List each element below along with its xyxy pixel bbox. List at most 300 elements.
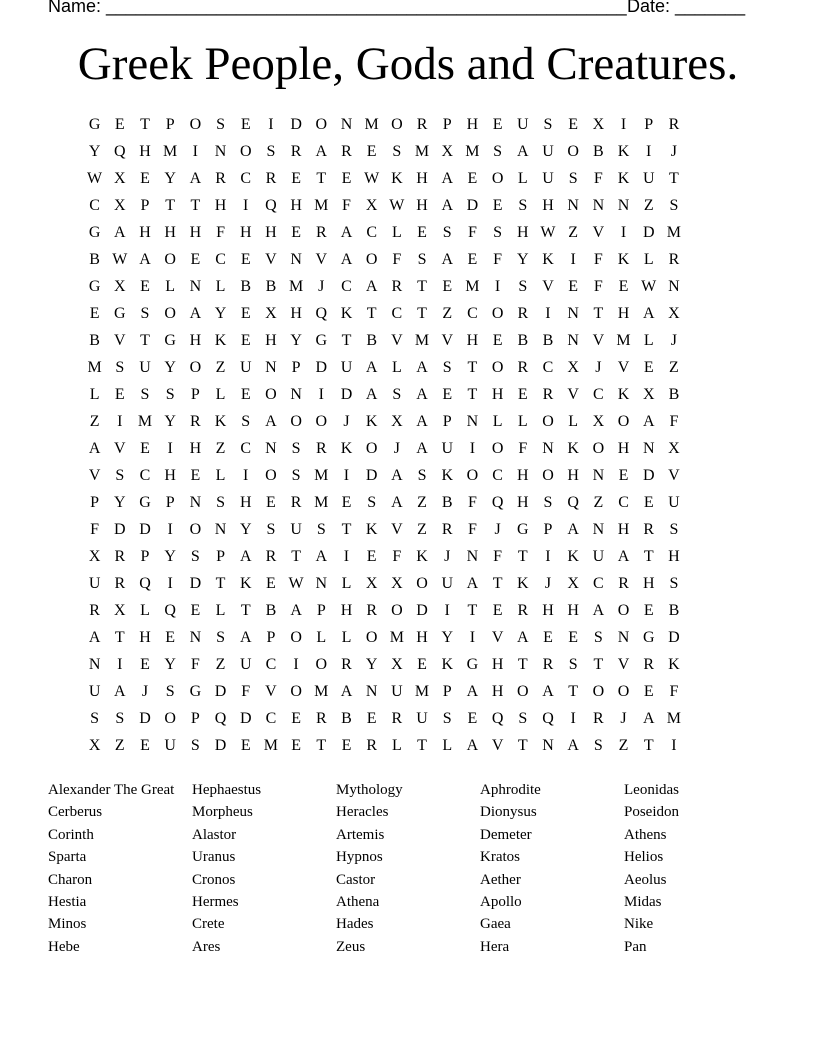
word-list-item: Athens [624,826,667,843]
grid-letter: U [290,521,302,538]
grid-letter: A [466,683,479,700]
grid-letter: M [666,710,682,727]
grid-letter: V [542,278,554,295]
grid-letter: T [669,170,679,187]
grid-letter: F [342,197,351,214]
grid-letter: H [239,494,252,511]
word-list-item: Crete [192,916,225,933]
grid-letter: V [592,224,605,241]
word-list-item: Demeter [480,826,532,843]
grid-letter: H [668,548,680,565]
grid-letter: M [163,143,178,160]
grid-letter: A [617,548,630,565]
grid-letter: E [366,143,377,160]
grid-letter: K [542,251,554,268]
grid-letter: T [190,197,201,214]
grid-letter: L [643,332,654,349]
grid-letter: F [593,170,603,187]
grid-letter: I [293,656,299,673]
grid-letter: X [391,575,403,592]
grid-letter: D [239,710,252,727]
grid-letter: G [88,278,101,295]
grid-letter: D [642,224,655,241]
grid-letter: I [117,413,123,430]
word-list-item: Morpheus [192,804,253,821]
grid-letter: N [617,629,630,646]
grid-letter: R [366,602,377,619]
grid-letter: H [617,440,630,457]
grid-letter: X [668,440,680,457]
grid-letter: T [568,683,579,700]
date-field-label: Date: _______ [627,0,746,16]
grid-letter: Z [669,359,679,376]
grid-letter: R [391,710,403,727]
grid-letter: U [340,359,353,376]
grid-letter: L [391,737,402,754]
grid-letter: S [216,494,225,511]
grid-letter: O [617,413,630,430]
grid-letter: J [444,548,451,565]
grid-letter: M [314,467,329,484]
grid-letter: M [137,413,153,430]
grid-letter: A [391,494,403,511]
grid-letter: A [466,737,479,754]
grid-letter: H [517,494,529,511]
grid-letter: W [288,575,304,592]
grid-letter: E [140,170,150,187]
grid-letter: U [416,710,428,727]
grid-letter: M [364,116,379,133]
grid-letter: E [492,116,503,133]
grid-letter: H [139,224,151,241]
grid-letter: T [517,548,528,565]
grid-letter: S [216,116,225,133]
grid-letter: Z [593,494,604,511]
grid-letter: N [668,278,680,295]
grid-letter: Y [239,521,252,538]
grid-letter: P [90,494,100,511]
grid-letter: I [167,440,173,457]
grid-letter: A [340,224,353,241]
grid-letter: X [391,656,403,673]
grid-letter: O [265,386,277,403]
word-list-item: Sparta [48,849,87,866]
grid-letter: K [391,170,403,187]
grid-letter: U [391,683,403,700]
grid-letter: D [642,467,655,484]
grid-letter: C [542,359,554,376]
name-field-label: Name: ____________________________________________________ [48,0,627,16]
grid-letter: M [314,683,329,700]
grid-letter: Y [441,629,453,646]
grid-letter: L [517,413,528,430]
grid-letter: Z [215,359,226,376]
grid-letter: R [215,170,226,187]
grid-letter: T [165,197,176,214]
grid-letter: R [416,116,428,133]
grid-letter: H [542,197,554,214]
grid-letter: G [315,332,328,349]
grid-row [82,519,742,546]
grid-letter: Z [643,197,654,214]
grid-letter: H [617,305,630,322]
grid-letter: H [189,224,202,241]
grid-letter: N [265,440,277,457]
grid-letter: G [164,332,176,349]
grid-row [82,600,742,627]
grid-letter: E [240,386,251,403]
grid-letter: E [517,386,528,403]
grid-letter: X [567,575,579,592]
grid-letter: I [192,143,198,160]
grid-letter: E [568,278,579,295]
grid-letter: Z [215,440,226,457]
grid-row [82,708,742,735]
grid-letter: B [366,332,377,349]
grid-letter: H [164,224,176,241]
grid-letter: F [467,494,477,511]
grid-letter: E [417,656,427,673]
grid-letter: F [669,413,679,430]
grid-letter: N [189,494,202,511]
grid-letter: Z [114,737,125,754]
word-list-item: Heracles [336,804,389,821]
grid-letter: P [165,494,175,511]
grid-letter: U [164,737,176,754]
grid-letter: K [441,656,453,673]
word-list-item: Corinth [48,826,94,843]
grid-letter: Q [265,197,277,214]
grid-letter: I [646,143,652,160]
grid-letter: A [340,251,353,268]
grid-letter: Q [315,305,328,322]
grid-letter: I [620,224,627,241]
grid-letter: P [316,602,326,619]
grid-letter: E [165,629,176,646]
grid-letter: A [642,710,655,727]
grid-letter: A [567,521,579,538]
grid-letter: E [140,656,150,673]
grid-letter: E [291,224,301,241]
grid-letter: O [239,143,252,160]
grid-letter: W [87,170,103,187]
grid-letter: E [240,737,251,754]
word-list-item: Hypnos [336,849,383,866]
grid-letter: O [517,683,529,700]
grid-letter: X [114,602,126,619]
grid-letter: I [318,386,324,403]
grid-letter: E [291,737,301,754]
grid-letter: E [140,278,150,295]
grid-letter: E [240,116,251,133]
grid-letter: S [442,359,452,376]
grid-letter: I [117,656,123,673]
grid-letter: X [114,197,126,214]
grid-letter: O [290,413,302,430]
grid-letter: O [315,413,328,430]
grid-letter: K [214,413,227,430]
grid-letter: T [467,386,478,403]
grid-letter: U [542,143,554,160]
word-list-item: Aeolus [624,871,667,888]
grid-letter: P [442,683,452,700]
grid-letter: A [466,575,479,592]
grid-letter: L [215,278,226,295]
grid-row [82,546,742,573]
word-list-item: Gaea [480,916,511,933]
grid-letter: R [517,602,529,619]
grid-letter: I [167,575,173,592]
grid-letter: S [518,197,528,214]
grid-letter: G [466,656,479,673]
grid-letter: K [214,332,227,349]
grid-letter: O [592,440,605,457]
grid-letter: O [391,602,403,619]
grid-letter: N [340,116,353,133]
grid-letter: R [391,278,403,295]
grid-letter: N [542,440,554,457]
grid-letter: C [215,251,226,268]
grid-letter: M [389,629,404,646]
grid-letter: I [469,629,476,646]
grid-letter: S [493,224,503,241]
grid-letter: C [492,467,503,484]
grid-letter: X [88,548,101,565]
grid-letter: O [542,467,554,484]
grid-letter: L [89,386,100,403]
grid-letter: R [668,116,680,133]
grid-letter: S [140,386,150,403]
grid-letter: U [88,575,101,592]
grid-letter: M [263,737,279,754]
word-list-item: Helios [624,849,664,866]
grid-letter: S [417,251,427,268]
grid-letter: W [540,224,556,241]
grid-letter: B [265,602,277,619]
grid-letter: B [441,494,453,511]
grid-letter: V [114,440,126,457]
grid-letter: A [542,683,554,700]
grid-letter: O [416,575,428,592]
grid-letter: L [316,629,327,646]
grid-letter: D [114,521,126,538]
grid-letter: H [265,224,277,241]
word-list-item: Nike [624,916,654,933]
page-title: Greek People, Gods and Creatures. [77,38,739,90]
grid-letter: X [668,305,680,322]
grid-letter: A [139,251,151,268]
word-list-item: Uranus [192,849,236,866]
grid-letter: K [668,656,680,673]
grid-letter: H [189,440,202,457]
grid-letter: G [114,305,126,322]
grid-letter: K [416,548,428,565]
grid-letter: P [190,386,200,403]
grid-letter: O [491,359,504,376]
grid-letter: C [341,278,352,295]
grid-letter: F [90,521,100,538]
grid-letter: H [290,197,302,214]
grid-letter: S [568,656,578,673]
grid-letter: J [141,683,149,700]
grid-letter: X [592,116,605,133]
word-list-item: Charon [48,871,93,888]
word-list-item: Poseidon [624,804,680,821]
grid-letter: N [592,467,605,484]
grid-letter: E [492,197,503,214]
grid-row [82,735,742,762]
grid-letter: A [441,170,453,187]
grid-letter: I [545,548,551,565]
grid-letter: E [442,278,453,295]
grid-letter: A [365,386,378,403]
grid-letter: S [115,710,125,727]
grid-letter: F [593,251,603,268]
grid-letter: S [190,737,200,754]
grid-letter: P [190,710,200,727]
grid-letter: E [341,737,352,754]
grid-letter: E [618,278,629,295]
grid-letter: K [617,251,630,268]
grid-letter: H [164,467,176,484]
grid-letter: R [315,710,327,727]
grid-letter: S [165,386,175,403]
grid-letter: N [466,548,479,565]
grid-letter: A [239,629,252,646]
grid-letter: W [641,278,657,295]
grid-letter: D [466,197,479,214]
grid-letter: G [88,116,101,133]
grid-letter: B [89,332,100,349]
grid-letter: E [190,251,201,268]
word-search-grid [82,114,742,762]
grid-letter: F [518,440,528,457]
grid-letter: A [517,143,529,160]
grid-letter: A [88,440,101,457]
grid-letter: V [391,521,403,538]
grid-letter: I [570,251,576,268]
grid-letter: S [291,467,301,484]
grid-letter: Y [290,332,302,349]
grid-letter: T [140,332,150,349]
grid-letter: D [416,602,428,619]
grid-letter: U [139,359,151,376]
grid-letter: J [670,332,678,349]
grid-letter: H [491,683,504,700]
grid-letter: F [190,656,200,673]
grid-letter: M [87,359,102,376]
grid-letter: E [366,548,377,565]
word-list-item: Mythology [336,782,403,798]
grid-letter: S [543,116,553,133]
grid-letter: T [140,116,150,133]
grid-letter: X [114,170,126,187]
grid-letter: T [291,548,301,565]
grid-letter: K [441,467,453,484]
grid-letter: E [643,602,654,619]
grid-letter: A [441,251,453,268]
grid-letter: H [214,197,227,214]
grid-letter: K [617,386,630,403]
grid-letter: N [290,251,302,268]
grid-letter: H [189,332,202,349]
grid-letter: T [417,305,427,322]
grid-letter: P [442,413,452,430]
grid-letter: S [543,494,553,511]
grid-letter: E [114,386,125,403]
grid-letter: D [214,683,227,700]
word-list-item: Kratos [480,849,520,866]
grid-letter: H [340,602,353,619]
grid-letter: C [467,305,478,322]
grid-letter: M [414,332,430,349]
grid-letter: T [417,737,427,754]
grid-letter: S [417,467,427,484]
grid-letter: Q [542,710,554,727]
grid-letter: E [568,116,579,133]
grid-letter: O [542,413,554,430]
grid-letter: X [391,413,403,430]
grid-row [82,492,742,519]
grid-row [82,654,742,681]
grid-letter: E [291,170,301,187]
grid-letter: V [592,332,605,349]
grid-letter: O [491,170,504,187]
grid-letter: O [617,683,630,700]
grid-letter: M [288,278,304,295]
grid-letter: L [442,737,453,754]
grid-letter: H [567,602,579,619]
grid-row [82,384,742,411]
grid-letter: L [140,602,150,619]
grid-letter: U [441,440,453,457]
grid-letter: D [189,575,202,592]
grid-letter: O [391,116,403,133]
grid-letter: S [669,197,679,214]
grid-letter: I [570,710,576,727]
grid-letter: A [189,305,202,322]
grid-letter: N [290,386,302,403]
grid-letter: B [542,332,554,349]
grid-letter: N [592,197,605,214]
word-list-column [480,779,620,958]
grid-letter: J [595,359,602,376]
grid-letter: T [593,656,604,673]
grid-letter: H [517,467,529,484]
grid-letter: N [214,521,227,538]
grid-letter: Q [164,602,176,619]
grid-letter: C [265,710,277,727]
grid-letter: I [494,278,501,295]
grid-letter: N [315,575,328,592]
grid-letter: E [341,494,352,511]
word-list-item: Hades [336,916,374,933]
grid-letter: C [391,305,403,322]
grid-letter: X [642,386,655,403]
grid-letter: E [643,683,654,700]
grid-letter: R [618,575,629,592]
grid-row [82,357,742,384]
grid-letter: A [391,467,403,484]
grid-letter: S [442,710,452,727]
grid-letter: E [190,602,201,619]
grid-letter: F [241,683,251,700]
word-list-item: Hebe [48,938,80,955]
grid-letter: V [265,683,277,700]
header [48,0,748,18]
grid-letter: R [315,224,327,241]
grid-letter: X [365,575,378,592]
